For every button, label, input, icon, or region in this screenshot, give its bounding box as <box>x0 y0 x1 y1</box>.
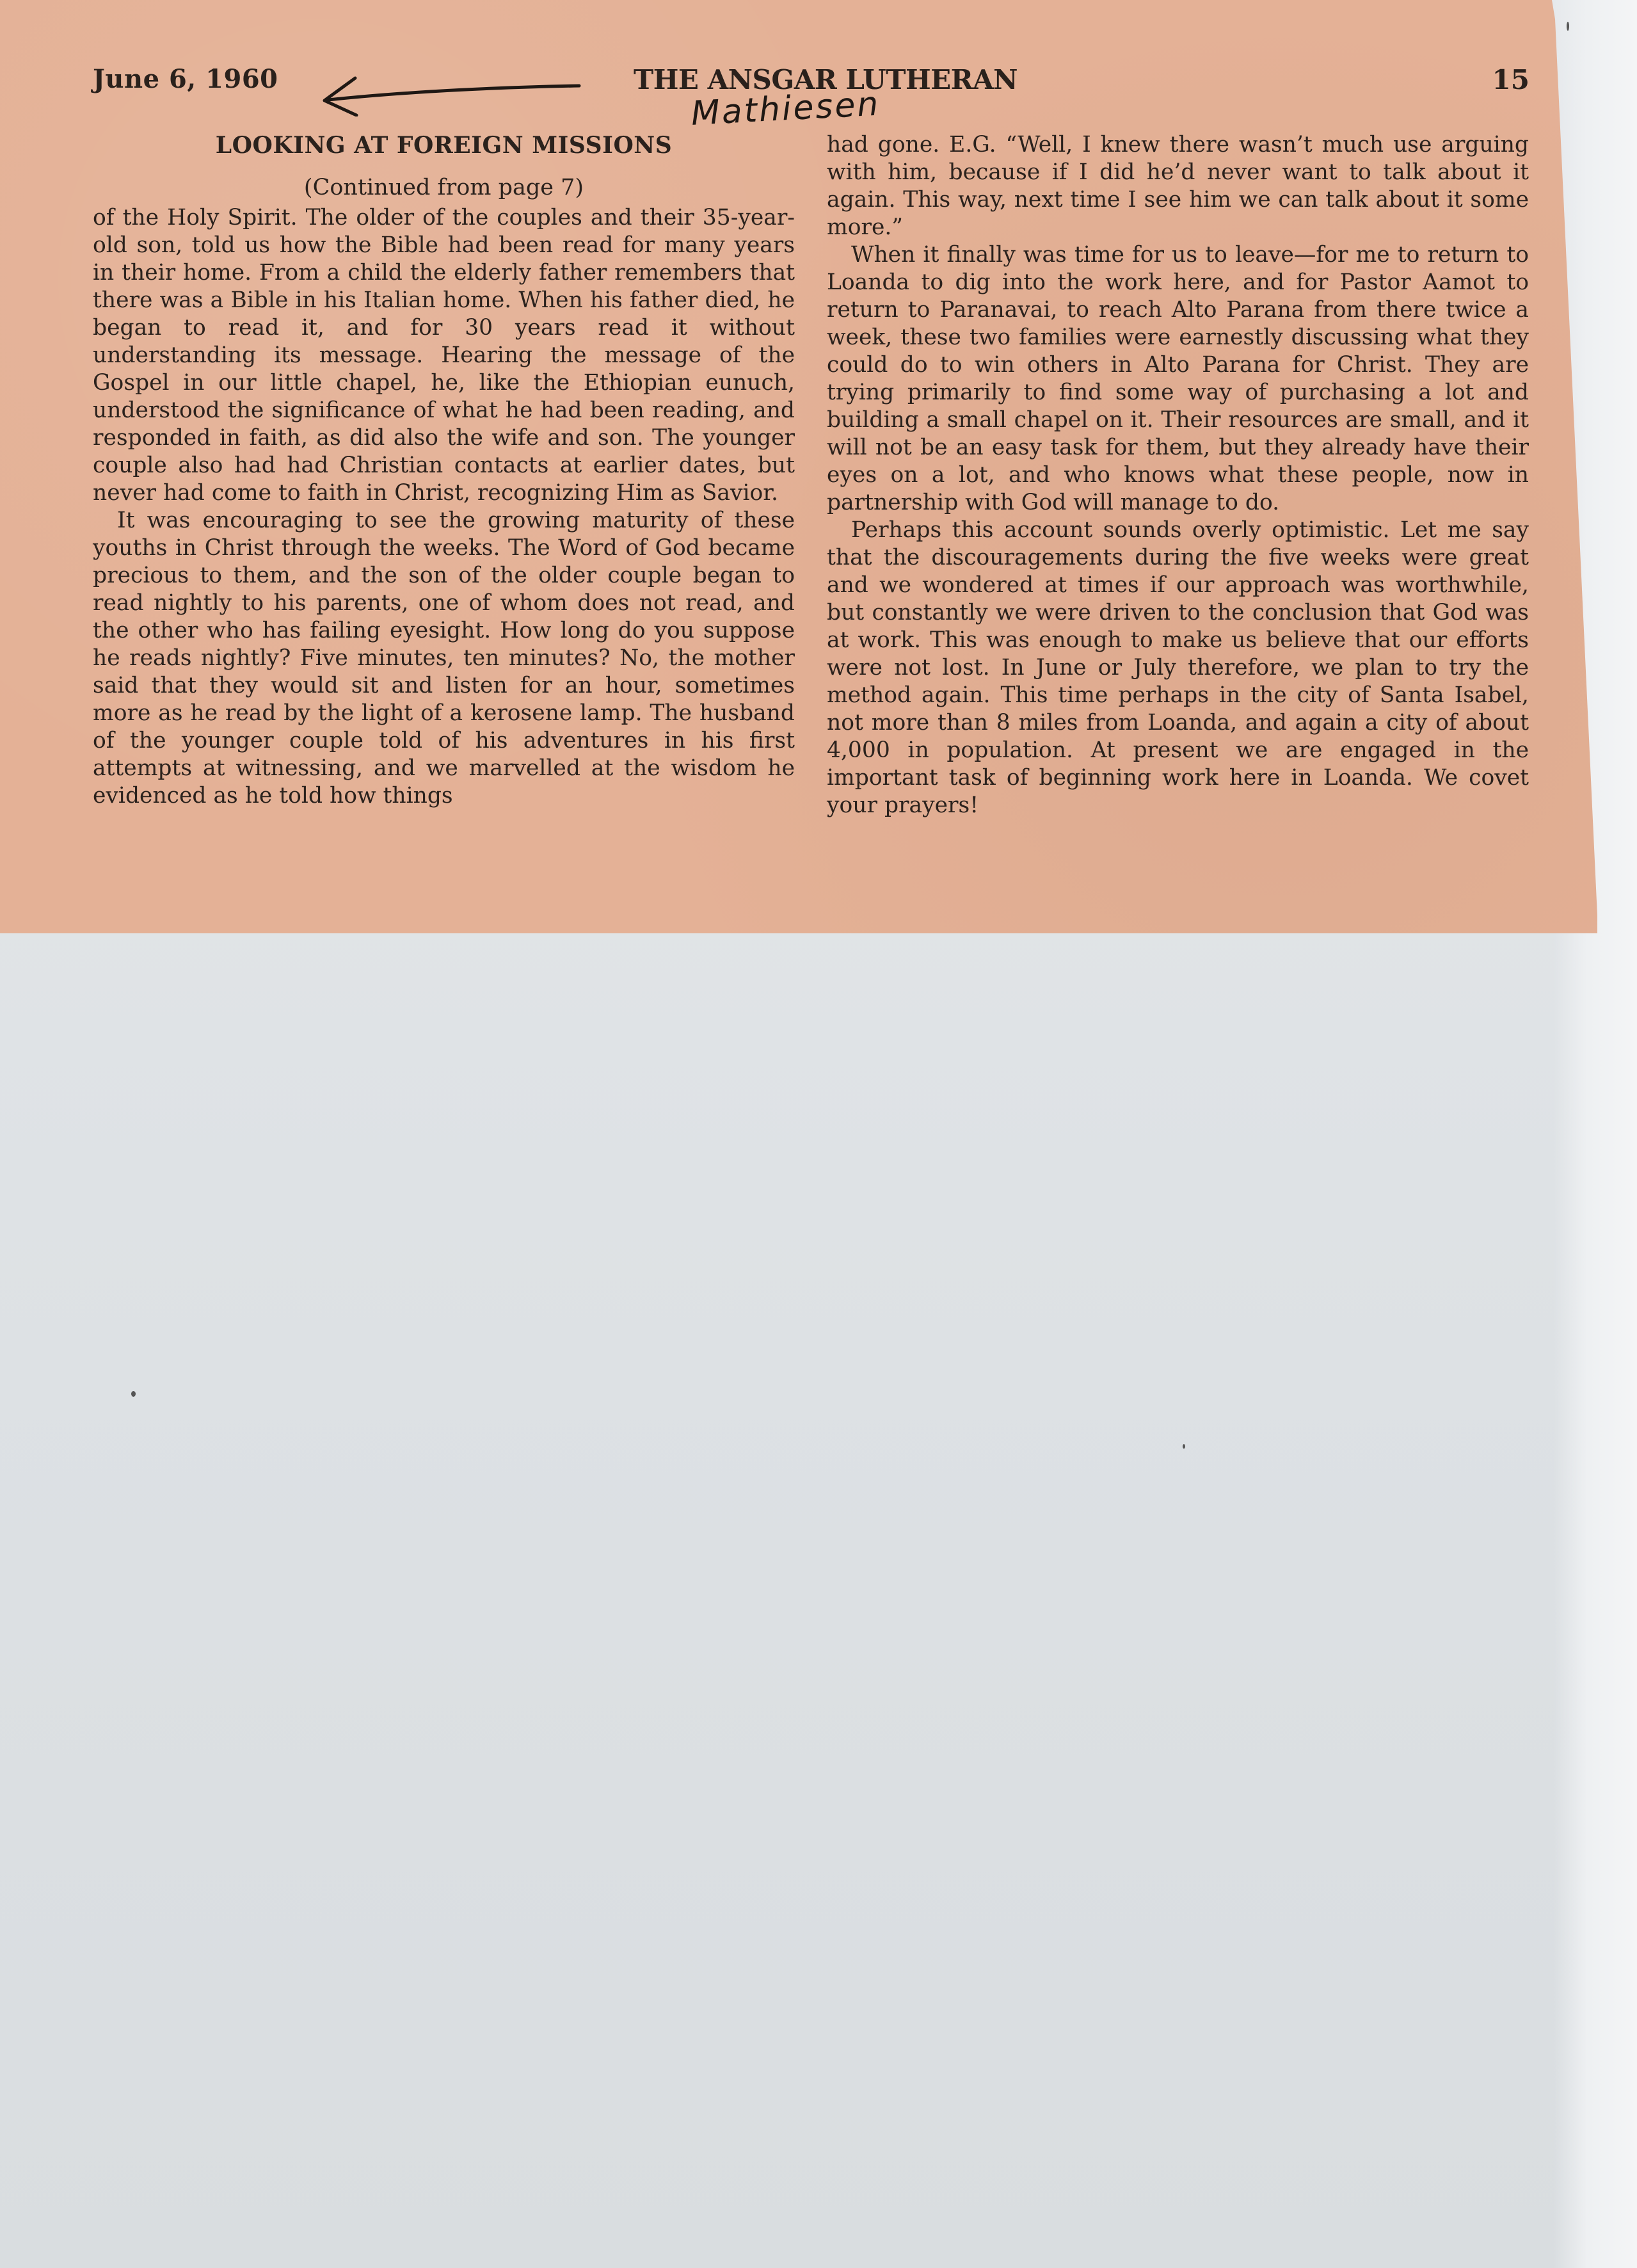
left-arrow-icon <box>317 72 586 117</box>
article-paragraph: When it finally was time for us to leave—for me to return to Loanda to dig into the work here, and for Pastor Aamot to return to Paranavai, to reach Alto Parana from there twice a week, these two families were earnestly discussing what they could do to win others in Alto Parana for Christ. They are trying primarily to find some way of purchasing a lot and building a small chapel on it. Their resources are small, and it will not be an easy task for them, but they already have their eyes on a lot, and who knows what these people, now in partnership with God will manage to do. <box>827 242 1529 515</box>
article-paragraph: Perhaps this account sounds overly optimistic. Let me say that the discouragements during the five weeks were great and we wondered at times if our approach was worthwhile, but constantly we were driven to the conclusion that God was at work. This was enough to make us believe that our efforts were not lost. In June or July therefore, we plan to try the method again. This time perhaps in the city of Santa Isabel, not more than 8 miles from Loanda, and again a city of about 4,000 in population. At present we are engaged in the important task of beginning work here in Loanda. We covet your prayers! <box>827 517 1529 818</box>
article-paragraph: of the Holy Spirit. The older of the couples and their 35-year-old son, told us how the Bible had been read for many years in their home. From a child the elderly father remembers that there was a Bible in his Italian home. When his father died, he began to read it, and for 30 years read it without understanding its message. Hearing the message of the Gospel in our little chapel, he, like the Ethiopian eunuch, understood the significance of what he had been reading, and responded in faith, as did also the wife and son. The younger couple also had had Christian contacts at earlier dates, but never had come to faith in Christ, recognizing Him as Savior. <box>93 205 795 506</box>
continued-note: (Continued from page 7) <box>303 175 584 200</box>
scan-speck <box>1567 22 1569 31</box>
article-column-right <box>827 131 1529 819</box>
scan-speck <box>131 1391 136 1397</box>
article-column-left <box>93 131 795 810</box>
page-number: 15 <box>1492 64 1529 95</box>
article-paragraph: had gone. E.G. “Well, I knew there wasn’t much use arguing with him, because if I did he’d never want to talk about it again. This way, next time I see him we can talk about it some more.” <box>827 132 1529 240</box>
handwritten-annotation: Mathiesen <box>690 84 881 133</box>
issue-date: June 6, 1960 <box>93 64 278 94</box>
scan-speck <box>1183 1444 1185 1449</box>
article-heading: LOOKING AT FOREIGN MISSIONS <box>215 132 673 159</box>
article-paragraph: It was encouraging to see the growing maturity of these youths in Christ through the weeks. The Word of God became precious to them, and the son of the older couple began to read nightly to his parents, one of whom does not read, and the other who has failing eyesight. How long do you suppose he reads nightly? Five minutes, ten minutes? No, the mother said that they would sit and listen for an hour, sometimes more as he read by the light of a kerosene lamp. The husband of the younger couple told of his adventures in his first attempts at witnessing, and we marvelled at the wisdom he evidenced as he told how things <box>93 508 795 808</box>
publication-title: THE ANSGAR LUTHERAN <box>634 64 1018 95</box>
